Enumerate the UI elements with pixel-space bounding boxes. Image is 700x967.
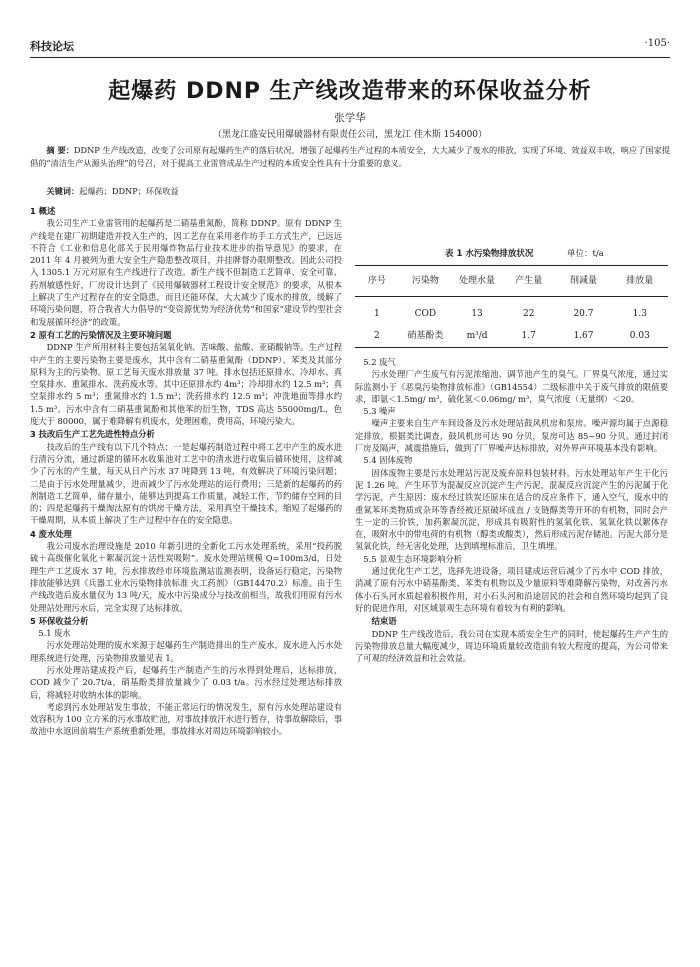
subsection-heading: 5.4 固体废物 (363, 455, 413, 466)
paragraph: 我公司废水治理设施是 2010 年新引进的全新化工污水处理系统，采用“投药脱硫＋高级催化氧化＋絮凝沉淀＋活性炭吸附”。废水处理站规模 Q=100m3/d，日处理生产工艺废水 37 吨，污水排放经市环境监测站监测表明，设备运行稳定，污染物排放能够达到《兵器工业水污染物排放标准 火工药剂》（GB14470.2）标准。由于生产线改造后废水量仅为 13 吨/天，废水中污染成分与技改前相当，故我们用原有污水处理站处理污水后，完全实现了达标排放。 (30, 541, 342, 613)
table-cell: 0.03 (612, 325, 668, 348)
left-column (30, 204, 342, 738)
table-unit: 单位：t/a (567, 249, 604, 259)
table-title: 表 1 水污染物排放状况 (445, 249, 534, 259)
table-cell: 1.7 (502, 325, 555, 348)
page-header (30, 38, 670, 56)
paragraph: DDNP 生产线改造后，我公司在实现本质安全生产的同时，使起爆药生产产生的污染物排放总量大幅度减少，周边环境质量较改造前有较大程度的提高，为公司带来了可观的经济效益和社会效益。 (355, 628, 668, 664)
affiliation: （黑龙江盛安民用爆破器材有限责任公司，黑龙江 佳木斯 154000） (212, 130, 488, 140)
column-header: 排放量 (612, 266, 668, 297)
abstract (30, 144, 670, 170)
section-heading: 1 概述 (30, 206, 56, 216)
column-header: 序号 (355, 266, 399, 297)
subsection-heading: 5.3 噪声 (363, 406, 396, 417)
keywords (30, 185, 670, 198)
table-row (355, 325, 668, 348)
section-heading: 2 原有工艺的污染情况及主要环境问题 (30, 329, 172, 340)
table-cell: 2 (355, 325, 399, 348)
author: 张学华 (334, 112, 366, 124)
table-cell: m³/d (452, 325, 502, 348)
section-heading: 4 废水处理 (30, 528, 72, 539)
keywords-label: 关键词： (46, 186, 80, 196)
paragraph: 技改后的生产线有以下几个特点：一是起爆药制造过程中将工艺中产生的废水进行清污分流，通过新建的循环水收集池对工艺中的清水进行收集后循环使用，这样减少了污水的产生量，每天从日产污水 37 吨降到 13 吨，有效解决了环境污染问题；二是由于污水处理量减少，进而减少了污水处理站的运行费用；三是新的起爆药的药剂制造工艺简单，储存量小，能够达到提高工作质量，减轻工作，节约储存空间的目的；四是起爆药干燥淘汰原有的烘房干燥方法，采用真空干燥技术，缩短了起爆药的干燥周期，从本质上解决了生产过程中存在的安全隐患。 (30, 441, 342, 526)
table-cell: 20.7 (573, 309, 594, 319)
paragraph: 考虑到污水处理站发生事故，不能正常运行的情况发生，原有污水处理站建设有效容积为 100 立方米的污水事故贮池，对事故排放汗水进行暂存，待事故解除后，事故池中水返回前端生产系统重新处理，事故排水对周边环境影响较小。 (30, 701, 342, 737)
column-header: 产生量 (502, 266, 555, 297)
paragraph: 我公司生产工业雷管用的起爆药是二硝基重氮酚，简称 DDNP。原有 DDNP 生产线是在建厂初期建造并投入生产的，因工艺存在采用老作坊手工方式生产，已远远不符合《工业和信息化部关于民用爆炸物品行业技术进步的指导意见》的要求，在 2011 年 4 月被列为重大安全生产隐患整改项目，并挂牌督办限期整改。因此公司投入 1305.1 万元对原有生产线进行了改造。新生产线不但制造工艺简单、安全可靠、药剂敏感性好，厂房设计达到了《民用爆破器材工程设计安全规范》的要求，从根本上解决了生产过程存在的安全隐患，而且还能环保，大大减少了废水的排放，缓解了环境污染问题，符合我省大力倡导的“变资源优势为经济优势”和国家“建设节约型社会和发展循环经济”的政策。 (30, 218, 342, 327)
paragraph: 噪声主要来自生产车间设备及污水处理站鼓风机房和泵房。噪声源均属于点源稳定排放。根据类比调查，鼓风机房可达 90 分贝，泵房可达 85~90 分贝。通过封闭厂房及隔声，减震措施后，做到了厂界噪声达标排放，对外界声环境基本没有影响。 (355, 418, 668, 454)
table-cell: 1.3 (632, 309, 647, 319)
emissions-table (355, 265, 668, 348)
conclusion-heading: 结束语 (371, 616, 397, 627)
paragraph: 污水处理站处理的废水来源于起爆药生产制造排出的生产废水，废水进入污水处理系统进行处理，污染物排放量见表 1。 (30, 640, 342, 663)
column-header: 削减量 (555, 266, 611, 297)
table-header-row (355, 266, 668, 297)
column-header: 处理水量 (452, 266, 502, 297)
table-cell: 硝基酚类 (399, 325, 452, 348)
subsection-heading: 5.1 废水 (38, 628, 71, 639)
header-rule (30, 57, 670, 58)
paragraph: 污水处理站建成投产后，起爆药生产制造产生的污水得到处理后，达标排放，COD 减少了 20.7t/a，硝基酚类排放量减少了 0.03 t/a。污水经过处理达标排放后，将减轻对收纳水体的影响。 (30, 664, 342, 700)
subsection-heading: 5.2 废气 (363, 357, 396, 367)
table-cell: 1 (374, 309, 380, 319)
right-column (355, 356, 668, 664)
paragraph: 污水处理厂产生废气有污泥浓缩池、调节池产生的臭气。厂界臭气浓度，通过实际监测小于《恶臭污染物排放标准》（GB14554）二级标准中关于废气排放的限值要求，即氨＜1.5mg/ m³，硫化氢＜0.06mg/ m³，臭气浓度（无量纲）＜20。 (355, 369, 668, 404)
table-cell: 1.67 (555, 325, 611, 348)
page-number: ·105· (644, 38, 670, 49)
journal-section: 科技论坛 (30, 40, 74, 53)
column-header: 污染物 (399, 266, 452, 297)
section-heading: 5 环保收益分析 (30, 615, 89, 626)
abstract-text: DDNP 生产线改造，改变了公司原有起爆药生产的落后状况，增强了起爆药生产过程的本质安全，大大减少了废水的排放，实现了环境、效益双丰收，响应了国家提倡的“清洁生产从源头治理”的号召，对于提高工业雷管成品生产过程的本质安全性具有十分重要的意义。 (30, 145, 670, 168)
subsection-heading: 5.5 景观生态环境影响分析 (363, 553, 463, 564)
paragraph: 固体废物主要是污水处理站污泥及废弃原料包装材料。污水处理站年产生干化污泥 1.26 吨。产生环节为混凝反应沉淀产生产污泥，混凝反应沉淀产生的污泥属于化学污泥，产生原因：废水经过铁炭还原床在适合的反应条件下，通入空气，废水中的重氮苯环类物质或杂环等香经被还原破坏成直 / 支链醇类等开环的有机物，同时会产生一定的三价铁，加药絮凝沉淀，形成具有吸附性的氢氧化铁、氢氧化铁以絮体存在，吸附水中的带电荷的有机物（醇类或酸类），然后形成污泥存储池。污泥大部分是氢氧化铁，经无害化处理，达到填埋标准后，卫生填埋。 (355, 467, 668, 552)
paragraph: DDNP 生产所用材料主要包括氢氧化钠、苦味酸、盐酸、亚硝酸钠等。生产过程中产生的主要污染物主要是废水，其中含有二硝基重氮酚（DDNP）、苯类及其部分原料为主的污染物。原工艺每天废水排放量 37 吨。排水包括还原排水、冷却水、真空泵排水、重氮排水、洗药废水等。其中还原排水约 4m³；冷却排水约 12.5 m³；真空泵排水约 5 m³；重氮排水约 1.5 m³；洗药排水约 12.5 m³；冲洗地面等排水约 1.5 m³。污水中含有二硝基重氮酚和其他苯的衍生物，TDS 高达 55000mg/L，色度大于 80000，属于难降解有机废水，处理困难，费用高，环境污染大。 (30, 342, 342, 427)
table-cell: 13 (471, 309, 483, 319)
abstract-label: 摘 要： (46, 145, 74, 155)
table-cell: 22 (522, 309, 535, 319)
paragraph: 通过优化生产工艺，选择先进设备，项目建成运营后减少了污水中 COD 排放，消减了原有污水中硝基酚类、苯类有机物以及少量原料等难降解污染物，对改善污水体小石头河水质起着积极作用，对小石头河和沿途居民的社会和自然环境均起到了良好的促进作用，对区域景观生态环境有着较为有利的影响。 (355, 566, 668, 613)
table-row (355, 297, 668, 326)
paper-title: 起爆药 DDNP 生产线改造带来的环保收益分析 (108, 79, 592, 104)
table-cell: COD (414, 309, 437, 319)
keywords-text: 起爆药；DDNP；环保收益 (79, 186, 179, 196)
section-heading: 3 技改后生产工艺先进性特点分析 (30, 429, 155, 440)
